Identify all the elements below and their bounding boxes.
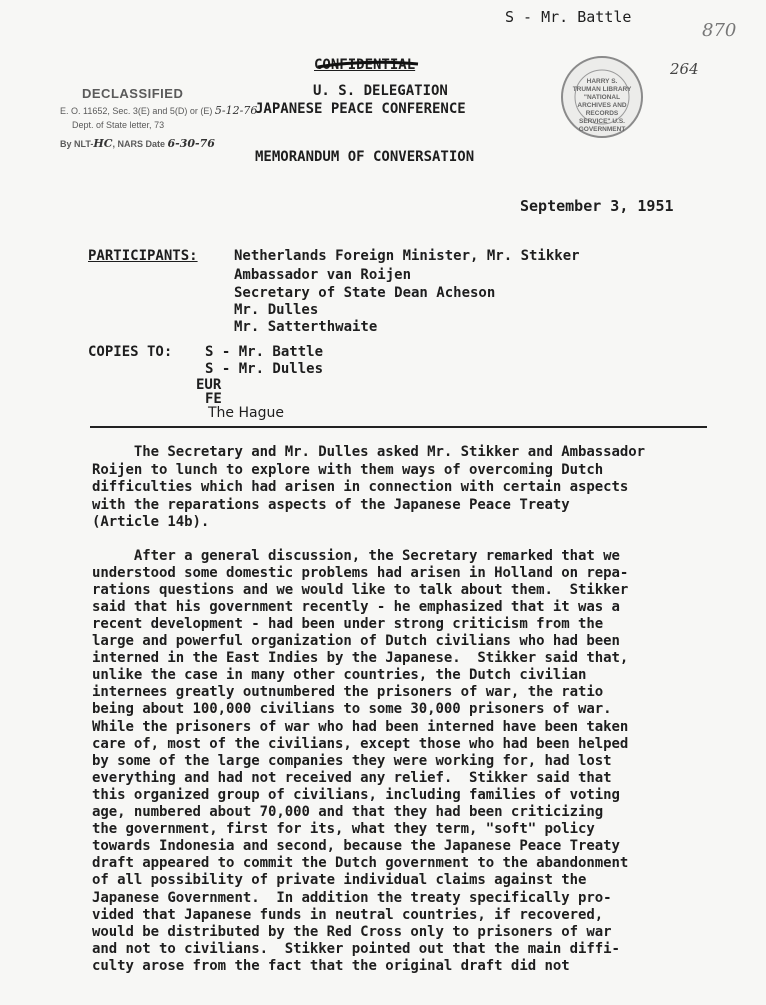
body-text-line: said that his government recently - he emphasized that it was a	[92, 598, 620, 615]
body-text-line: and not to civilians. Stikker pointed out that the main diffi-	[92, 940, 620, 957]
body-text-line: (Article 14b).	[92, 514, 210, 530]
body-text-line: care of, most of the civilians, except those who had been helped	[92, 735, 629, 752]
copy-recipient: EUR	[196, 377, 222, 393]
body-text-line: vided that Japanese funds in neutral countries, if recovered,	[92, 906, 604, 923]
stamp-authority-line: E. O. 11652, Sec. 3(E) and 5(D) or (E) 5-12-76	[60, 104, 258, 117]
participant-name: Secretary of State Dean Acheson	[234, 285, 496, 301]
stamp-nars-line: By NLT-HC, NARS Date 6-30-76	[60, 137, 215, 150]
body-text-line: this organized group of civilians, including families of voting	[92, 786, 620, 803]
participant-name: Mr. Satterthwaite	[234, 319, 378, 335]
participants-label: PARTICIPANTS:	[88, 248, 198, 264]
copy-recipient: S - Mr. Dulles	[205, 361, 324, 377]
participant-name: Ambassador van Roijen	[234, 267, 412, 283]
body-text-line: Roijen to lunch to explore with them ways of overcoming Dutch	[92, 461, 604, 478]
participant-name: Netherlands Foreign Minister, Mr. Stikker	[234, 248, 580, 264]
body-text-line: by some of the large companies they were working for, had lost	[92, 752, 612, 769]
participant-name: Mr. Dulles	[234, 302, 319, 318]
routing-note: S - Mr. Battle	[505, 8, 632, 26]
body-text-line: age, numbered about 70,000 and that they had been criticizing	[92, 804, 604, 820]
body-text-line: of all possibility of private individual claims against the	[92, 872, 587, 889]
body-text-line: would be distributed by the Red Cross only to prisoners of war	[92, 923, 612, 940]
conference-title: JAPANESE PEACE CONFERENCE	[255, 101, 466, 117]
memo-date: September 3, 1951	[520, 197, 674, 215]
body-text-line: culty arose from the fact that the original draft did not	[92, 957, 570, 974]
body-text-line: everything and had not received any relief. Stikker said that	[92, 769, 612, 786]
handwritten-file-number: 870	[702, 20, 737, 41]
handwritten-page-number: 264	[670, 60, 699, 78]
body-text-line: large and powerful organization of Dutch civilians who had been	[92, 633, 620, 649]
section-divider	[90, 426, 707, 428]
stamp-nars-date: 6-30-76	[167, 137, 215, 150]
classification-strikethrough	[316, 58, 420, 72]
body-text-line: towards Indonesia and second, because the Japanese Peace Treaty	[92, 838, 620, 855]
body-text-line: being about 100,000 civilians to some 30,000 prisoners of war.	[92, 701, 612, 718]
body-text-line: with the reparations aspects of the Japanese Peace Treaty	[92, 496, 570, 513]
body-text-line: difficulties which had arisen in connection with certain aspects	[92, 479, 629, 495]
body-text-line: unlike the case in many other countries, the Dutch civilian	[92, 667, 587, 684]
memo-title: MEMORANDUM OF CONVERSATION	[255, 149, 475, 165]
body-text-line: The Secretary and Mr. Dulles asked Mr. Stikker and Ambassador	[92, 444, 645, 460]
stamp-letter-line: Dept. of State letter, 73	[72, 120, 165, 130]
stamp-handwritten-date: 5-12-76	[214, 104, 258, 117]
stamp-initials: HC	[93, 137, 113, 150]
body-text-line: rations questions and we would like to talk about them. Stikker	[92, 581, 629, 598]
body-text-line: internees greatly outnumbered the prisoners of war, the ratio	[92, 684, 604, 701]
classification-marking: CONFIDENTIAL	[314, 57, 416, 73]
body-text-line: the government, first for its, what they term, "soft" policy	[92, 821, 595, 838]
body-text-line: recent development - had been under strong criticism from the	[92, 615, 604, 632]
copy-recipient: S - Mr. Battle	[205, 344, 324, 360]
body-text-line: understood some domestic problems had arisen in Holland on repa-	[92, 564, 629, 581]
copy-recipient: FE	[205, 391, 222, 407]
body-text-line: While the prisoners of war who had been interned have been taken	[92, 718, 629, 735]
stamp-title: DECLASSIFIED	[82, 86, 184, 101]
copy-recipient-hague: The Hague	[208, 405, 284, 421]
body-text-line: interned in the East Indies by the Japanese. Stikker said that,	[92, 650, 629, 667]
declassification-stamp	[60, 86, 270, 158]
body-text-line: After a general discussion, the Secretary remarked that we	[92, 547, 620, 564]
delegation-title: U. S. DELEGATION	[313, 83, 448, 99]
copies-label: COPIES TO:	[88, 344, 173, 360]
seal-text: HARRY S. TRUMAN LIBRARY "NATIONAL ARCHIVES AND RECORDS SERVICE" U.S. GOVERNMENT	[572, 78, 632, 133]
body-text-line: Japanese Government. In addition the treaty specifically pro-	[92, 889, 612, 906]
body-text-line: draft appeared to commit the Dutch government to the abandonment	[92, 855, 629, 872]
